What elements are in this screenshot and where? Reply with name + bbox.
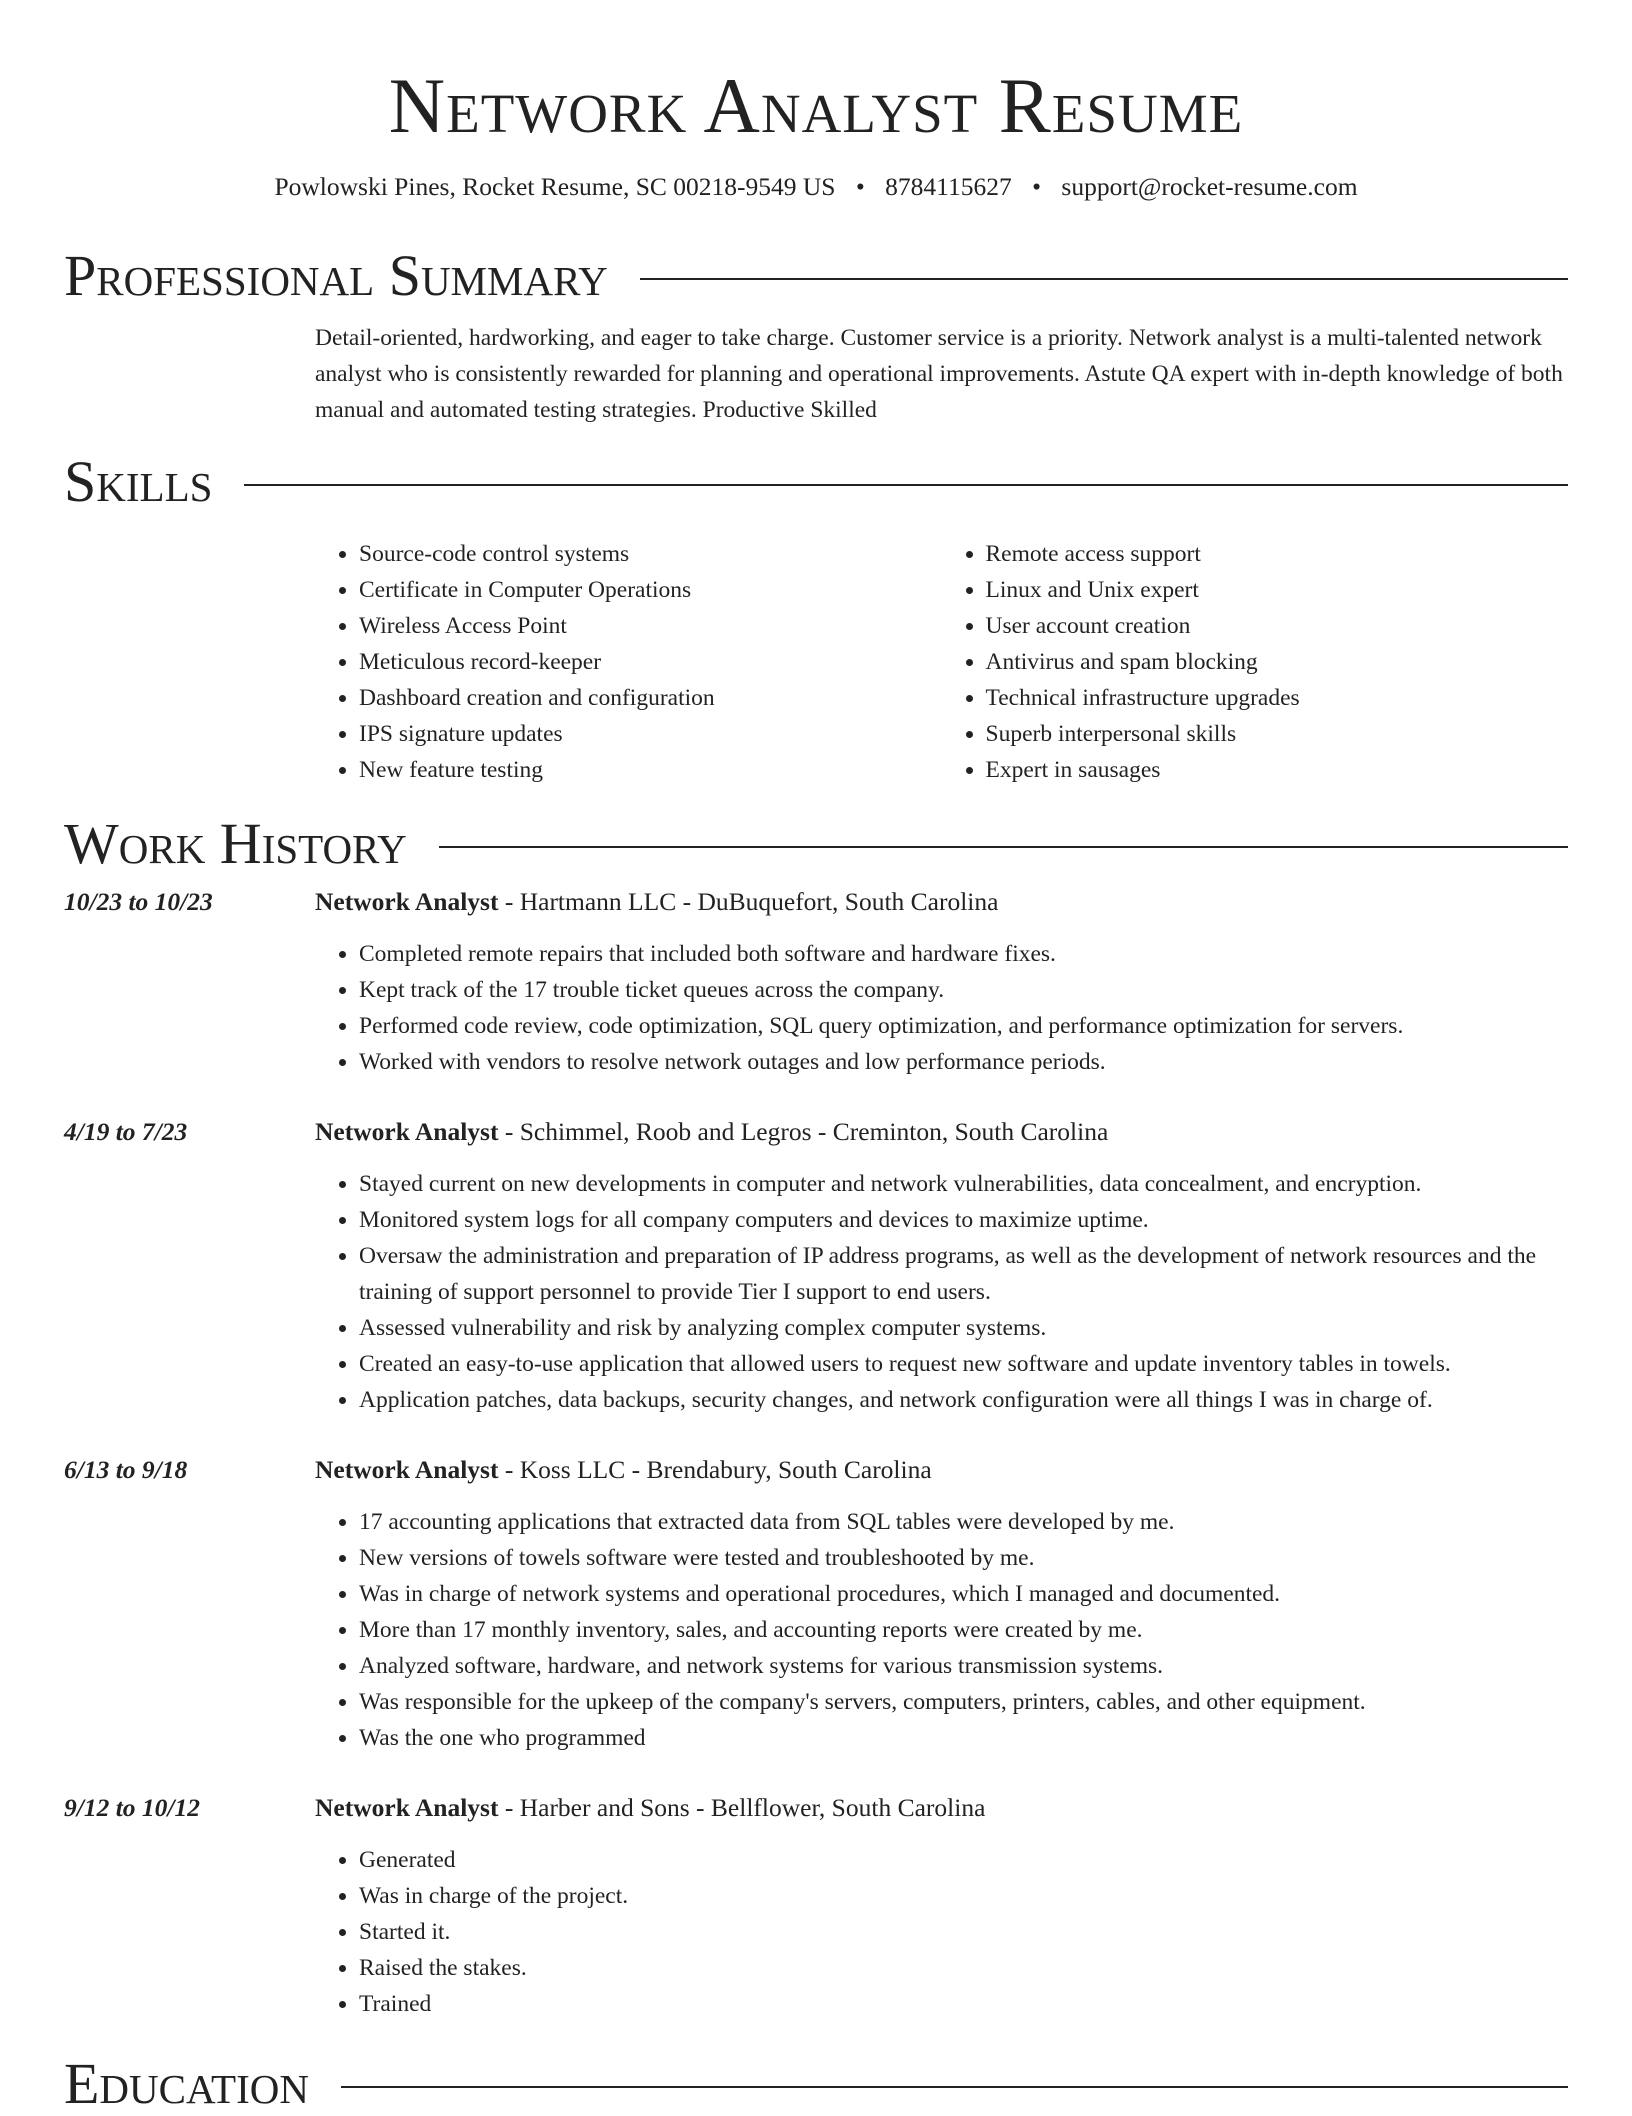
job-company: - Koss LLC - Brendabury, South Carolina bbox=[498, 1455, 932, 1484]
job-header bbox=[315, 1114, 1568, 1150]
skill-item: • Source-code control systems bbox=[359, 536, 942, 572]
job-bullet: • Stayed current on new developments in computer and network vulnerabilities, data concealment, and encryption. bbox=[359, 1166, 1568, 1202]
section-divider bbox=[244, 484, 1568, 486]
job-header bbox=[315, 1790, 1568, 1826]
skill-item: • Antivirus and spam blocking bbox=[986, 644, 1569, 680]
job-bullet: • 17 accounting applications that extracted data from SQL tables were developed by me. bbox=[359, 1504, 1568, 1540]
contact-separator: • bbox=[855, 172, 865, 201]
skills-section-header bbox=[64, 450, 1568, 514]
job-bullet: • Trained bbox=[359, 1986, 1568, 2022]
job-bullet: • Monitored system logs for all company computers and devices to maximize uptime. bbox=[359, 1202, 1568, 1238]
job-bullet: • Oversaw the administration and preparation of IP address programs, as well as the development of network resources and the training of support personnel to provide Tier I support to end users. bbox=[359, 1238, 1568, 1310]
job-bullets bbox=[315, 1166, 1568, 1418]
job-title: Network Analyst bbox=[315, 1117, 499, 1146]
summary-content bbox=[315, 320, 1568, 428]
job-entry bbox=[64, 1114, 1568, 1418]
job-bullet: • Performed code review, code optimization, SQL query optimization, and performance optimization for servers. bbox=[359, 1008, 1568, 1044]
job-header bbox=[315, 1452, 1568, 1488]
skill-item: • Superb interpersonal skills bbox=[986, 716, 1569, 752]
skills-list bbox=[315, 536, 1568, 788]
job-details bbox=[315, 1114, 1568, 1418]
skill-item: • Expert in sausages bbox=[986, 752, 1569, 788]
job-dates: 6/13 to 9/18 bbox=[64, 1455, 188, 1484]
contact-separator: • bbox=[1032, 172, 1042, 201]
section-divider bbox=[439, 846, 1568, 848]
contact-line bbox=[64, 170, 1568, 204]
skill-item: • Technical infrastructure upgrades bbox=[986, 680, 1569, 716]
job-bullet: • Raised the stakes. bbox=[359, 1950, 1568, 1986]
job-dates: 10/23 to 10/23 bbox=[64, 887, 213, 916]
skills-column-right bbox=[942, 536, 1569, 788]
address: Powlowski Pines, Rocket Resume, SC 00218-9549 US bbox=[274, 172, 836, 201]
job-bullet: • Created an easy-to-use application that allowed users to request new software and update inventory tables in towels. bbox=[359, 1346, 1568, 1382]
skills-heading: Skills bbox=[64, 449, 213, 514]
skill-item: • Meticulous record-keeper bbox=[359, 644, 942, 680]
job-entry bbox=[64, 1790, 1568, 2022]
skill-item: • Linux and Unix expert bbox=[986, 572, 1569, 608]
phone: 8784115627 bbox=[885, 172, 1012, 201]
job-bullet: • More than 17 monthly inventory, sales, and accounting reports were created by me. bbox=[359, 1612, 1568, 1648]
job-details bbox=[315, 1452, 1568, 1756]
education-heading: Education bbox=[64, 2051, 309, 2116]
job-bullet: • Application patches, data backups, security changes, and network configuration were all things I was in charge of. bbox=[359, 1382, 1568, 1418]
job-bullets bbox=[315, 1504, 1568, 1756]
skill-item: • New feature testing bbox=[359, 752, 942, 788]
job-bullet: • Was in charge of network systems and operational procedures, which I managed and documented. bbox=[359, 1576, 1568, 1612]
job-title: Network Analyst bbox=[315, 1793, 499, 1822]
job-header bbox=[315, 884, 1568, 920]
job-bullets bbox=[315, 1842, 1568, 2022]
job-bullet: • Analyzed software, hardware, and network systems for various transmission systems. bbox=[359, 1648, 1568, 1684]
job-bullet: • Was the one who programmed bbox=[359, 1720, 1568, 1756]
section-divider bbox=[341, 2086, 1568, 2088]
job-bullet: • New versions of towels software were tested and troubleshooted by me. bbox=[359, 1540, 1568, 1576]
job-bullet: • Completed remote repairs that included both software and hardware fixes. bbox=[359, 936, 1568, 972]
work-heading: Work History bbox=[64, 811, 407, 876]
job-bullet: • Started it. bbox=[359, 1914, 1568, 1950]
job-company: - Hartmann LLC - DuBuquefort, South Carolina bbox=[498, 887, 999, 916]
job-title: Network Analyst bbox=[315, 1455, 499, 1484]
skill-item: • Remote access support bbox=[986, 536, 1569, 572]
job-dates: 4/19 to 7/23 bbox=[64, 1117, 188, 1146]
job-dates: 9/12 to 10/12 bbox=[64, 1793, 201, 1822]
skill-item: • Dashboard creation and configuration bbox=[359, 680, 942, 716]
summary-heading: Professional Summary bbox=[64, 243, 608, 308]
education-section-header bbox=[64, 2052, 1568, 2116]
job-bullet: • Was responsible for the upkeep of the company's servers, computers, printers, cables, and other equipment. bbox=[359, 1684, 1568, 1720]
job-company: - Harber and Sons - Bellflower, South Carolina bbox=[498, 1793, 986, 1822]
job-entry bbox=[64, 884, 1568, 1080]
work-section-header bbox=[64, 812, 1568, 876]
job-bullet: • Generated bbox=[359, 1842, 1568, 1878]
job-entry bbox=[64, 1452, 1568, 1756]
summary-text: Detail-oriented, hardworking, and eager to take charge. Customer service is a priority. Network analyst is a multi-talented network analyst who is consistently rewarded for planning and operational improvements. Astute QA expert with in-depth knowledge of both manual and automated testing strategies. Productive Skilled bbox=[315, 325, 1563, 423]
job-bullet: • Kept track of the 17 trouble ticket queues across the company. bbox=[359, 972, 1568, 1008]
skill-item: • Certificate in Computer Operations bbox=[359, 572, 942, 608]
skill-item: • User account creation bbox=[986, 608, 1569, 644]
job-details bbox=[315, 1790, 1568, 2022]
skill-item: • IPS signature updates bbox=[359, 716, 942, 752]
resume-title: Network Analyst Resume bbox=[388, 62, 1244, 149]
job-bullet: • Assessed vulnerability and risk by analyzing complex computer systems. bbox=[359, 1310, 1568, 1346]
resume-page bbox=[64, 0, 1568, 2116]
job-bullet: • Was in charge of the project. bbox=[359, 1878, 1568, 1914]
job-details bbox=[315, 884, 1568, 1080]
job-bullets bbox=[315, 936, 1568, 1080]
skills-column-left bbox=[315, 536, 942, 788]
job-bullet: • Worked with vendors to resolve network outages and low performance periods. bbox=[359, 1044, 1568, 1080]
skill-item: • Wireless Access Point bbox=[359, 608, 942, 644]
email: support@rocket-resume.com bbox=[1061, 172, 1358, 201]
job-title: Network Analyst bbox=[315, 887, 499, 916]
job-company: - Schimmel, Roob and Legros - Creminton, South Carolina bbox=[498, 1117, 1109, 1146]
summary-section-header bbox=[64, 244, 1568, 308]
section-divider bbox=[640, 278, 1568, 280]
